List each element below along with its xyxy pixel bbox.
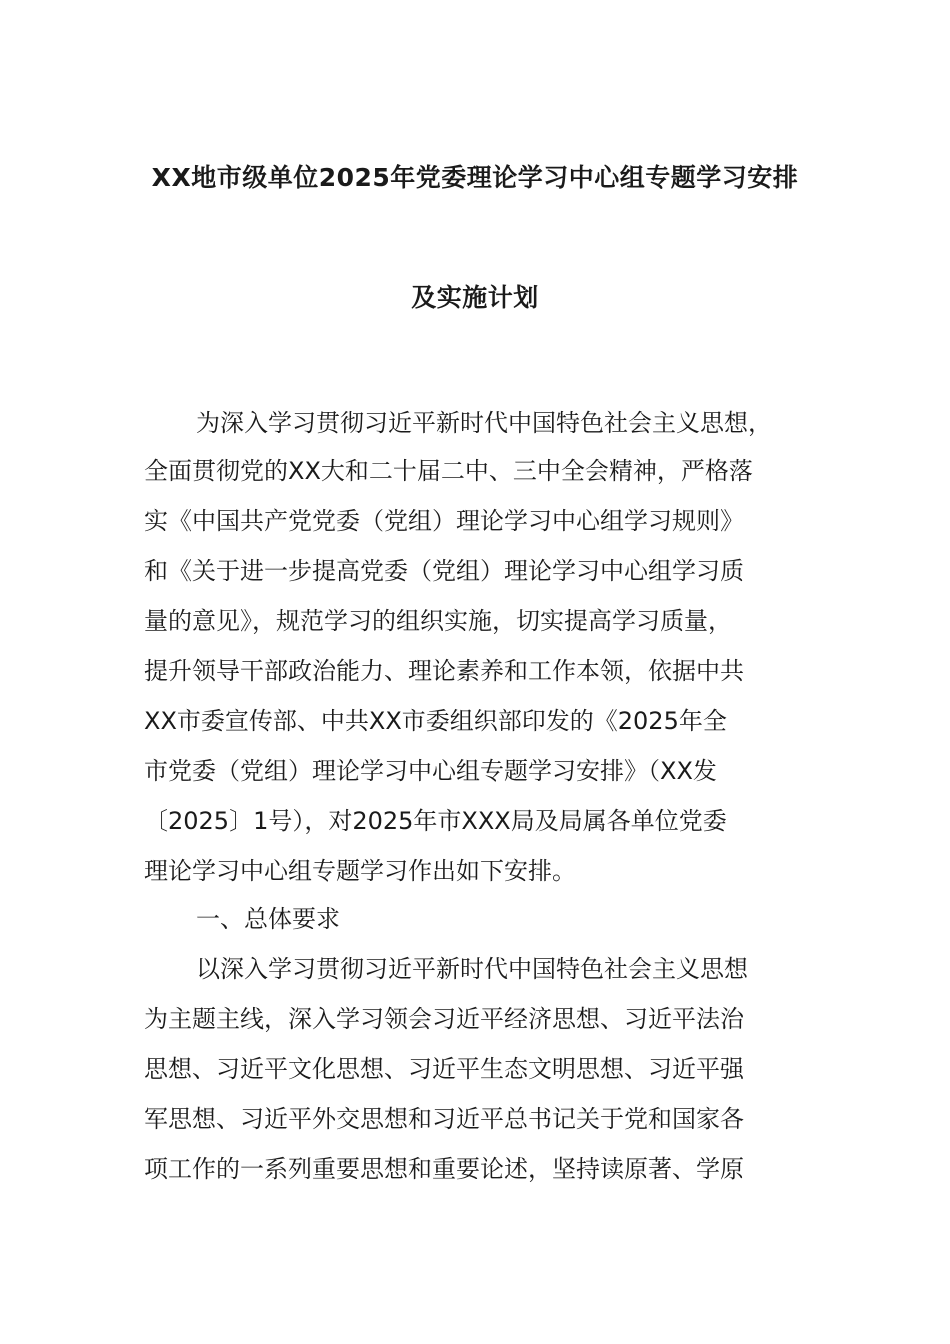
section-heading: 一、总体要求	[196, 905, 340, 933]
paragraph-line: 实《中国共产党党委（党组）理论学习中心组学习规则》	[144, 507, 744, 535]
paragraph-line: 和《关于进一步提高党委（党组）理论学习中心组学习质	[144, 557, 744, 585]
paragraph-line: 全面贯彻党的XX大和二十届二中、三中全会精神，严格落	[144, 457, 753, 485]
document-title-line-1: XX地市级单位2025年党委理论学习中心组专题学习安排	[151, 163, 799, 192]
paragraph-line: 为深入学习贯彻习近平新时代中国特色社会主义思想，	[196, 409, 772, 437]
paragraph-line: 军思想、习近平外交思想和习近平总书记关于党和国家各	[144, 1105, 744, 1133]
paragraph-line: 量的意见》，规范学习的组织实施，切实提高学习质量，	[144, 607, 732, 635]
document-title-line-2: 及实施计划	[411, 283, 539, 312]
paragraph-line: 市党委（党组）理论学习中心组专题学习安排》（XX发	[144, 757, 717, 785]
paragraph-line: 为主题主线，深入学习领会习近平经济思想、习近平法治	[144, 1005, 744, 1033]
paragraph-line: 〔2025〕1号），对2025年市XXX局及局属各单位党委	[144, 807, 727, 835]
paragraph-line: 思想、习近平文化思想、习近平生态文明思想、习近平强	[144, 1055, 744, 1083]
paragraph-line: 项工作的一系列重要思想和重要论述，坚持读原著、学原	[144, 1155, 744, 1183]
paragraph-line: 理论学习中心组专题学习作出如下安排。	[144, 857, 576, 885]
paragraph-line: XX市委宣传部、中共XX市委组织部印发的《2025年全	[144, 707, 727, 735]
paragraph-line: 以深入学习贯彻习近平新时代中国特色社会主义思想	[196, 955, 748, 983]
paragraph-line: 提升领导干部政治能力、理论素养和工作本领，依据中共	[144, 657, 744, 685]
